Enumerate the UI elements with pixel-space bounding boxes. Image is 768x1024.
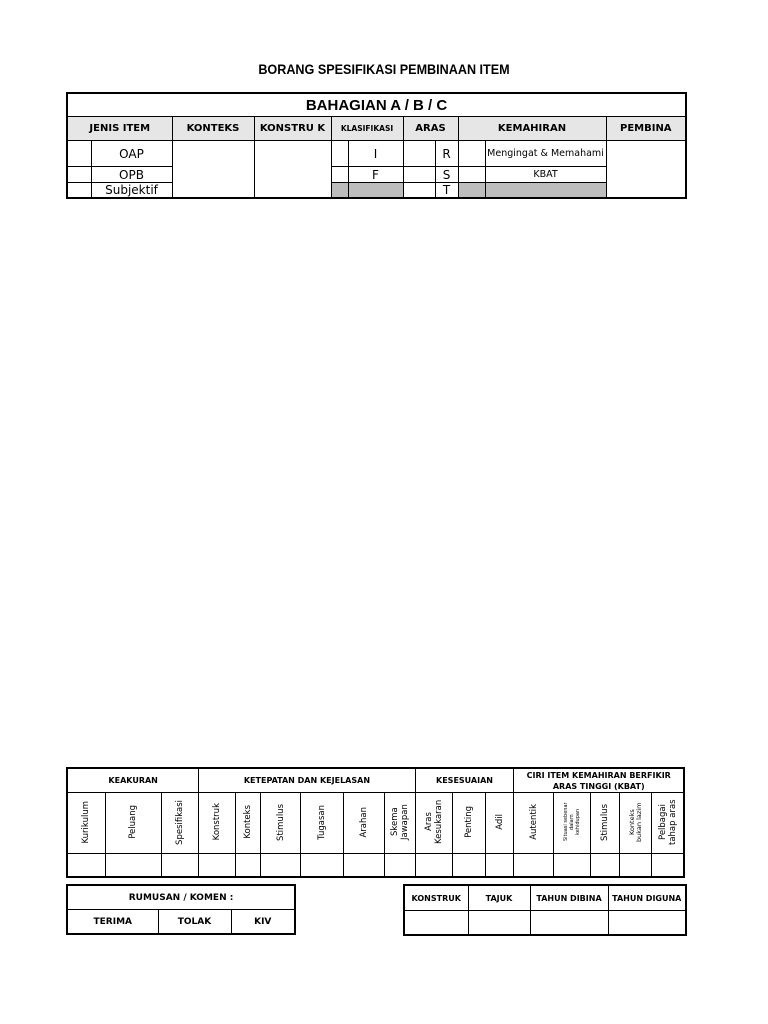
klasifikasi-label: I [348,141,403,167]
input-cell[interactable] [514,854,553,878]
input-cell[interactable] [452,854,485,878]
checkbox-kemahiran-2[interactable] [458,167,485,183]
pembina-cell[interactable] [606,141,686,199]
checkbox-oap[interactable] [67,141,91,167]
sub-tugasan: Tugasan [301,793,344,854]
input-cell[interactable] [485,854,514,878]
input-cell[interactable] [162,854,199,878]
input-cell[interactable] [261,854,301,878]
checkbox-aras-r[interactable] [403,141,435,167]
checkbox-klasifikasi-f[interactable] [331,167,348,183]
shaded-cell [348,183,403,199]
sub-konstruk: Konstruk [199,793,236,854]
kemahiran-label: KBAT [485,167,606,183]
header-pembina: PEMBINA [606,117,686,141]
header-tahun-diguna: TAHUN DIGUNA [608,885,686,911]
header-jenis-item: JENIS ITEM [67,117,172,141]
jenis-item-label: OAP [91,141,172,167]
sub-situasi-sebenar: Situasi sebenar dalam kehidupan [553,793,590,854]
jenis-item-label: Subjektif [91,183,172,199]
checkbox-aras-s[interactable] [403,167,435,183]
group-ciri-kbat: CIRI ITEM KEMAHIRAN BERFIKIR ARAS TINGGI (KBAT) [514,768,684,793]
rumusan-label: RUMUSAN / KOMEN : [67,885,295,910]
input-cell[interactable] [415,854,452,878]
input-cell[interactable] [344,854,384,878]
rumusan-table [66,884,296,935]
header-aras: ARAS [403,117,458,141]
sub-stimulus: Stimulus [261,793,301,854]
checkbox-opb[interactable] [67,167,91,183]
input-cell[interactable] [67,854,105,878]
header-konstruk: KONSTRUK [404,885,468,911]
shaded-cell [458,183,485,199]
input-cell[interactable] [301,854,344,878]
input-cell[interactable] [105,854,162,878]
section-title: BAHAGIAN A / B / C [67,93,686,117]
terima-option[interactable]: TERIMA [67,910,158,935]
sub-stimulus-kbat: Stimulus [590,793,620,854]
input-cell[interactable] [620,854,652,878]
checkbox-klasifikasi-i[interactable] [331,141,348,167]
sub-spesifikasi: Spesifikasi [162,793,199,854]
sub-arahan: Arahan [344,793,384,854]
sub-penting: Penting [452,793,485,854]
document-title: BORANG SPESIFIKASI PEMBINAAN ITEM [258,61,510,77]
sub-konteks: Konteks [236,793,261,854]
sub-peluang: Peluang [105,793,162,854]
header-tahun-dibina: TAHUN DIBINA [530,885,608,911]
tahun-dibina-input[interactable] [530,911,608,936]
header-konstruk: KONSTRU K [254,117,331,141]
kiv-option[interactable]: KIV [231,910,295,935]
klasifikasi-label: F [348,167,403,183]
tolak-option[interactable]: TOLAK [158,910,231,935]
shaded-cell [485,183,606,199]
aras-label: T [435,183,458,199]
sub-aras-kesukaran: Aras Kesukaran [415,793,452,854]
header-konteks: KONTEKS [172,117,254,141]
sub-adil: Adil [485,793,514,854]
checkbox-subjektif[interactable] [67,183,91,199]
aras-label: R [435,141,458,167]
input-cell[interactable] [590,854,620,878]
group-kesesuaian: KESESUAIAN [415,768,514,793]
sub-skema-jawapan: Skema Jawapan [384,793,415,854]
evaluation-table [66,767,685,878]
kemahiran-label: Mengingat & Memahami [485,141,606,167]
checkbox-kemahiran-1[interactable] [458,141,485,167]
konstruk-input[interactable] [404,911,468,936]
group-keakuran: KEAKURAN [67,768,199,793]
specification-table [66,92,687,199]
input-cell[interactable] [553,854,590,878]
info-table [403,884,687,936]
sub-konteks-bukan-lazim: Konteks bukan lazim [620,793,652,854]
tahun-diguna-input[interactable] [608,911,686,936]
sub-autentik: Autentik [514,793,553,854]
sub-kurikulum: Kurikulum [67,793,105,854]
input-cell[interactable] [199,854,236,878]
tajuk-input[interactable] [468,911,530,936]
shaded-cell [331,183,348,199]
input-cell[interactable] [236,854,261,878]
header-klasifikasi: KLASIFIKASI [331,117,403,141]
input-cell[interactable] [384,854,415,878]
input-cell[interactable] [652,854,684,878]
konteks-cell[interactable] [172,141,254,199]
group-ketepatan: KETEPATAN DAN KEJELASAN [199,768,415,793]
sub-pelbagai-tahap-aras: Pelbagai tahap aras [652,793,684,854]
checkbox-aras-t[interactable] [403,183,435,199]
header-kemahiran: KEMAHIRAN [458,117,606,141]
aras-label: S [435,167,458,183]
header-tajuk: TAJUK [468,885,530,911]
konstruk-cell[interactable] [254,141,331,199]
jenis-item-label: OPB [91,167,172,183]
